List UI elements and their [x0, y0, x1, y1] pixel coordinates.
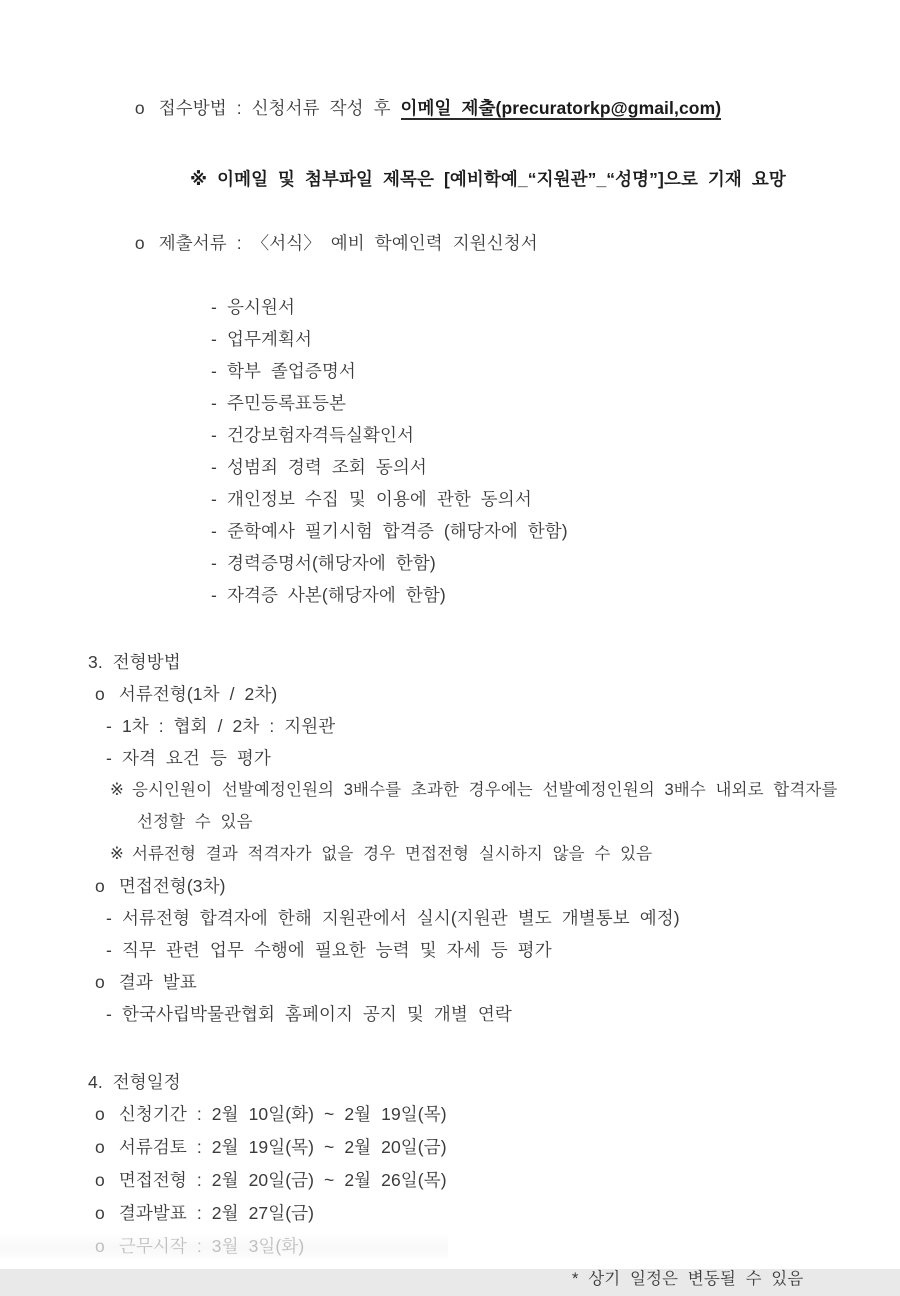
colon-separator: :	[186, 1137, 212, 1157]
schedule-label: 면접전형	[118, 1170, 187, 1190]
method-line-text: 한국사립박물관협회 홈페이지 공지 및 개별 연락	[121, 1004, 512, 1024]
method-note	[0, 774, 900, 806]
colon-separator: :	[226, 98, 252, 118]
list-item-text: 경력증명서(해당자에 한함)	[226, 553, 436, 573]
schedule-item	[0, 1131, 900, 1164]
dash-bullet: -	[211, 521, 217, 541]
method-line-text: 자격 요건 등 평가	[121, 748, 271, 768]
method-line-text: 면접전형(3차)	[118, 876, 226, 896]
method-line	[0, 902, 900, 934]
asterisk-mark: *	[572, 1270, 579, 1288]
method-line	[0, 870, 900, 902]
list-item-text: 업무계획서	[226, 329, 312, 349]
schedule-value: 2월 10일(화) ~ 2월 19일(목)	[211, 1104, 447, 1124]
method-line-text: 결과 발표	[118, 972, 197, 992]
email-submit-text: 이메일 제출(precuratorkp@gmail,com)	[400, 98, 722, 118]
circle-bullet: o	[95, 1170, 105, 1190]
method-line	[0, 934, 900, 966]
list-item	[0, 355, 900, 387]
list-item	[0, 547, 900, 579]
schedule-item	[0, 1197, 900, 1230]
apply-method-prefix: 신청서류 작성 후	[251, 98, 401, 118]
dash-bullet: -	[106, 716, 112, 736]
schedule-label: 서류검토	[118, 1137, 187, 1157]
list-item-text: 응시원서	[226, 297, 295, 317]
list-item-text: 주민등록표등본	[226, 393, 346, 413]
list-item	[0, 483, 900, 515]
dash-bullet: -	[211, 553, 217, 573]
circle-bullet: o	[95, 1104, 105, 1124]
method-note	[0, 838, 900, 870]
method-line-text: 서류전형 합격자에 한해 지원관에서 실시(지원관 별도 개별통보 예정)	[121, 908, 680, 928]
reference-mark: ※	[110, 845, 124, 863]
dash-bullet: -	[106, 908, 112, 928]
method-line-text: 1차 : 협회 / 2차 : 지원관	[121, 716, 336, 736]
dash-bullet: -	[211, 489, 217, 509]
submit-docs-value: 〈서식〉 예비 학예인력 지원신청서	[251, 233, 538, 253]
method-note-text: 서류전형 결과 적격자가 없을 경우 면접전형 실시하지 않을 수 있음	[131, 845, 653, 863]
method-line	[0, 678, 900, 710]
schedule-item	[0, 1164, 900, 1197]
dash-bullet: -	[211, 585, 217, 605]
list-item	[0, 387, 900, 419]
schedule-label: 결과발표	[118, 1203, 187, 1223]
list-item	[0, 323, 900, 355]
method-line-text: 직무 관련 업무 수행에 필요한 능력 및 자세 등 평가	[121, 940, 552, 960]
list-item	[0, 291, 900, 323]
reference-mark: ※	[110, 781, 124, 799]
schedule-label: 신청기간	[118, 1104, 187, 1124]
file-naming-note: ※ 이메일 및 첨부파일 제목은 [예비학예_“지원관”_“성명”]으로 기재 요망	[190, 169, 786, 189]
list-item	[0, 579, 900, 611]
list-item-text: 학부 졸업증명서	[226, 361, 356, 381]
circle-bullet: o	[95, 1137, 105, 1157]
schedule-footnote	[0, 1263, 900, 1296]
list-item-text: 자격증 사본(해당자에 한함)	[226, 585, 446, 605]
colon-separator: :	[186, 1170, 212, 1190]
apply-method-label: 접수방법	[158, 98, 227, 118]
schedule-item	[0, 1098, 900, 1131]
colon-separator: :	[226, 233, 252, 253]
schedule-value: 2월 19일(목) ~ 2월 20일(금)	[211, 1137, 447, 1157]
method-line	[0, 710, 900, 742]
dash-bullet: -	[211, 457, 217, 477]
circle-bullet: o	[134, 233, 145, 253]
schedule-value: 2월 27일(금)	[211, 1203, 315, 1223]
method-line	[0, 742, 900, 774]
list-item	[0, 419, 900, 451]
list-item-text: 준학예사 필기시험 합격증 (해당자에 한함)	[226, 521, 568, 541]
section-title-method: 3. 전형방법	[88, 652, 181, 672]
apply-method-line	[0, 60, 900, 156]
method-line-text: 서류전형(1차 / 2차)	[118, 684, 278, 704]
colon-separator: :	[186, 1203, 212, 1223]
dash-bullet: -	[106, 940, 112, 960]
list-item-text: 개인정보 수집 및 이용에 관한 동의서	[226, 489, 532, 509]
schedule-list	[0, 1098, 900, 1296]
section-title-schedule: 4. 전형일정	[88, 1072, 181, 1092]
scan-artifact	[0, 1234, 448, 1258]
submit-docs-label: 제출서류	[158, 233, 227, 253]
section3-body	[0, 678, 900, 1030]
dash-bullet: -	[211, 297, 217, 317]
dash-bullet: -	[106, 748, 112, 768]
method-note-text: 응시인원이 선발예정인원의 3배수를 초과한 경우에는 선발예정인원의 3배수 내외로 합격자를	[131, 781, 838, 799]
circle-bullet: o	[95, 972, 105, 992]
document-list	[0, 291, 900, 611]
dash-bullet: -	[106, 1004, 112, 1024]
dash-bullet: -	[211, 361, 217, 381]
dash-bullet: -	[211, 329, 217, 349]
circle-bullet: o	[95, 876, 105, 896]
dash-bullet: -	[211, 425, 217, 445]
schedule-footnote-text: 상기 일정은 변동될 수 있음	[578, 1270, 804, 1288]
submit-docs-line	[0, 195, 900, 291]
circle-bullet: o	[95, 1203, 105, 1223]
method-line	[0, 998, 900, 1030]
list-item-text: 건강보험자격득실확인서	[226, 425, 414, 445]
circle-bullet: o	[134, 98, 145, 118]
list-item-text: 성범죄 경력 조회 동의서	[226, 457, 427, 477]
dash-bullet: -	[211, 393, 217, 413]
method-note-continuation: 선정할 수 있음	[137, 813, 253, 831]
circle-bullet: o	[95, 684, 105, 704]
list-item	[0, 515, 900, 547]
list-item	[0, 451, 900, 483]
method-line	[0, 966, 900, 998]
schedule-value: 2월 20일(금) ~ 2월 26일(목)	[211, 1170, 447, 1190]
colon-separator: :	[186, 1104, 212, 1124]
